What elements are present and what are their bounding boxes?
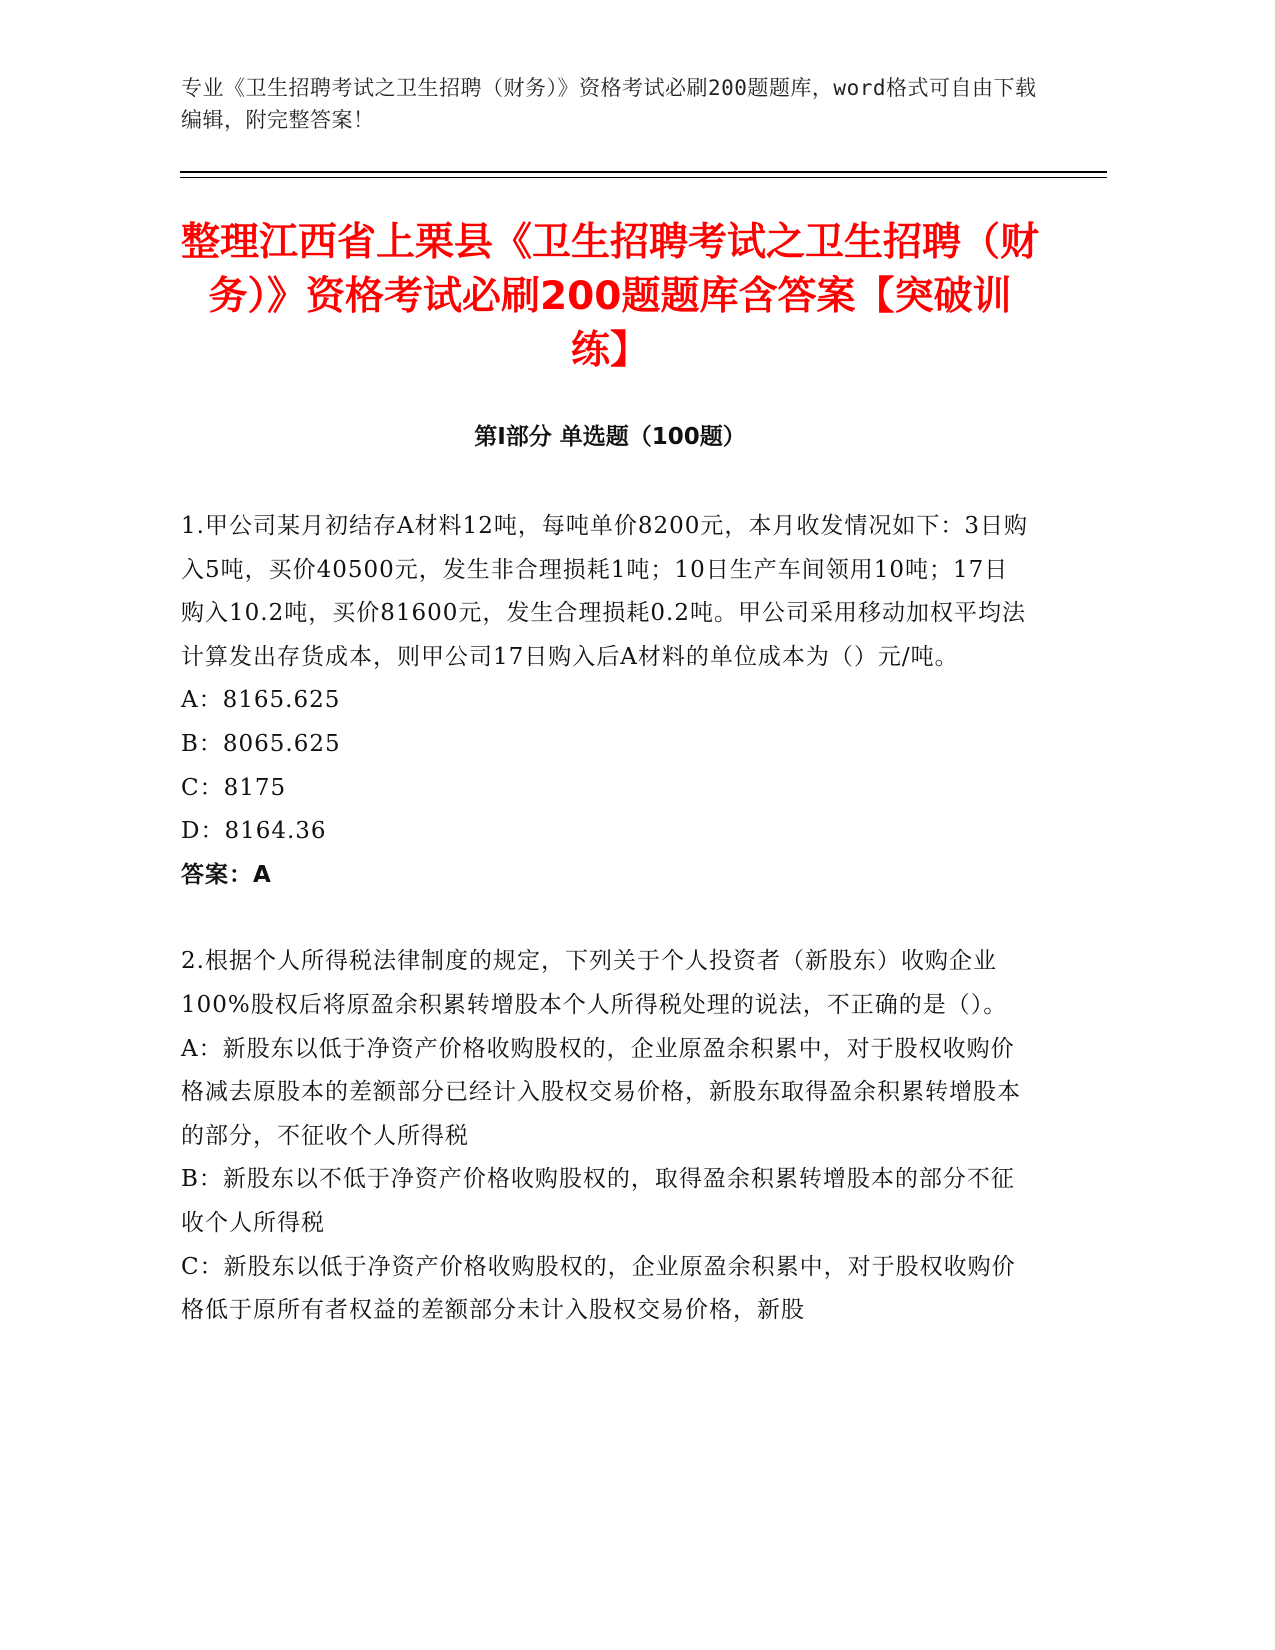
option-a: A：8165.625 xyxy=(181,687,341,714)
question-list xyxy=(181,505,1031,1333)
question-item xyxy=(181,505,1031,897)
question-stem: 2.根据个人所得税法律制度的规定，下列关于个人投资者（新股东）收购企业100%股权后将原盈余积累转增股本个人所得税处理的说法，不正确的是（）。 xyxy=(181,948,1008,1018)
document-title: 整理江西省上栗县《卫生招聘考试之卫生招聘（财务）》资格考试必刷200题题库含答案【突破训练】 xyxy=(180,220,1039,373)
question-item xyxy=(181,940,1031,1332)
option-c: C：8175 xyxy=(181,774,287,801)
option-b: B：8065.625 xyxy=(181,730,341,757)
question-spacer xyxy=(181,897,1031,940)
option-a: A：新股东以低于净资产价格收购股权的，企业原盈余积累中，对于股权收购价格减去原股本的差额部分已经计入股权交易价格，新股东取得盈余积累转增股本的部分，不征收个人所得税 xyxy=(181,1035,1021,1149)
header-divider-thin xyxy=(180,177,1107,178)
answer-line: 答案：A xyxy=(181,861,272,888)
option-b: B：新股东以不低于净资产价格收购股权的，取得盈余积累转增股本的部分不征收个人所得税 xyxy=(181,1166,1015,1236)
section-title: 第Ⅰ部分 单选题（100题） xyxy=(474,424,746,450)
option-d: D：8164.36 xyxy=(181,818,327,845)
header-divider-thick xyxy=(180,171,1107,173)
option-c: C：新股东以低于净资产价格收购股权的，企业原盈余积累中，对于股权收购价格低于原所有者权益的差额部分未计入股权交易价格，新股 xyxy=(181,1253,1016,1324)
header-note: 专业《卫生招聘考试之卫生招聘（财务）》资格考试必刷200题题库，word格式可自由下载编辑，附完整答案！ xyxy=(181,76,1037,132)
question-stem: 1.甲公司某月初结存A材料12吨，每吨单价8200元，本月收发情况如下：3日购入5吨，买价40500元，发生非合理损耗1吨；10日生产车间领用10吨；17日购入10.2吨，买价81600元，发生合理损耗0.2吨。甲公司采用移动加权平均法计算发出存货成本，则甲公司17日购入后A材料的单位成本为（）元/吨。 xyxy=(181,513,1028,670)
